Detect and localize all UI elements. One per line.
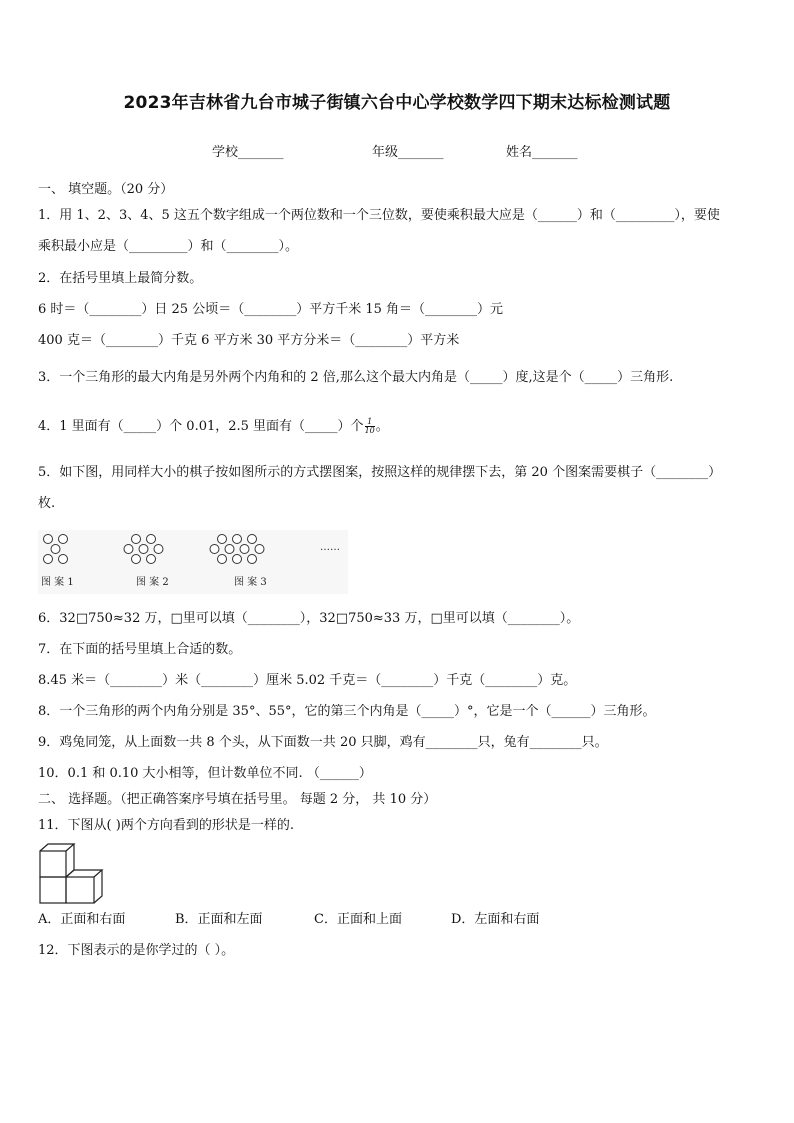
name-field: 姓名_______ — [506, 145, 578, 160]
cube-stack-figure — [38, 841, 110, 905]
question-4-end: 。 — [375, 419, 389, 434]
question-9: 9．鸡兔同笼，从上面数一共 8 个头，从下面数一共 20 只脚，鸡有________只，兔有________只。 — [38, 735, 608, 750]
question-4-text: 4．1 里面有（_____）个 0.01，2.5 里面有（_____）个 — [38, 419, 364, 434]
question-10: 10．0.1 和 0.10 大小相等，但计数单位不同. （______） — [38, 766, 372, 781]
option-b[interactable]: B．正面和左面 — [175, 912, 263, 927]
fraction-denominator: 10 — [364, 426, 375, 435]
pattern-figure — [38, 530, 348, 594]
figure-background — [38, 530, 348, 594]
pattern-3-label: 图 案 3 — [234, 577, 267, 588]
pattern-ellipsis: …… — [320, 542, 340, 553]
school-field: 学校_______ — [212, 145, 284, 160]
question-4 — [38, 418, 389, 435]
question-3: 3．一个三角形的最大内角是另外两个内角和的 2 倍,那么这个最大内角是（_____）度,这是个（_____）三角形. — [38, 370, 674, 385]
question-1-line-2: 乘积最小应是（_________）和（________）。 — [38, 239, 299, 254]
page-title: 2023年吉林省九台市城子街镇六台中心学校数学四下期末达标检测试题 — [123, 93, 671, 113]
question-8: 8．一个三角形的两个内角分别是 35°、55°，它的第三个内角是（_____）°，它是一个（______）三角形。 — [38, 704, 656, 719]
pattern-2-label: 图 案 2 — [136, 577, 169, 588]
grade-field: 年级_______ — [372, 145, 444, 160]
option-a[interactable]: A．正面和右面 — [38, 912, 126, 927]
option-c[interactable]: C．正面和上面 — [314, 912, 402, 927]
cube-stack-lines — [40, 844, 102, 903]
question-2-line-1: 6 时＝（________）日 25 公顷＝（________）平方千米 15 角＝（________）元 — [38, 302, 504, 317]
question-12: 12．下图表示的是你学过的（ ）。 — [38, 943, 235, 958]
question-2-line-2: 400 克＝（________）千克 6 平方米 30 平方分米＝（________）平方米 — [38, 333, 460, 348]
section-2-heading: 二、 选择题。（把正确答案序号填在括号里。 每题 2 分， 共 10 分） — [38, 792, 437, 807]
pattern-1-label: 图 案 1 — [41, 577, 74, 588]
question-7: 7．在下面的括号里填上合适的数。 — [38, 642, 242, 657]
question-1-line-1: 1．用 1、2、3、4、5 这五个数字组成一个两位数和一个三位数，要使乘积最大应是（______）和（_________），要使 — [38, 208, 720, 223]
question-5-line-1: 5．如下图，用同样大小的棋子按如图所示的方式摆图案，按照这样的规律摆下去，第 20 个图案需要棋子（________） — [38, 465, 722, 480]
fraction-one-tenth — [365, 418, 375, 435]
option-d[interactable]: D．左面和右面 — [451, 912, 540, 927]
section-1-heading: 一、 填空题。（20 分） — [38, 182, 174, 197]
question-2: 2．在括号里填上最简分数。 — [38, 271, 203, 286]
question-11: 11．下图从( )两个方向看到的形状是一样的. — [38, 818, 294, 833]
fraction-numerator: 1 — [365, 418, 375, 427]
question-7-line: 8.45 米＝（________）米（________）厘米 5.02 千克＝（________）千克（________）克。 — [38, 673, 577, 688]
question-6: 6．32□750≈32 万，□里可以填（________），32□750≈33 万，□里可以填（________）。 — [38, 611, 580, 626]
question-5-line-2: 枚. — [38, 496, 56, 511]
